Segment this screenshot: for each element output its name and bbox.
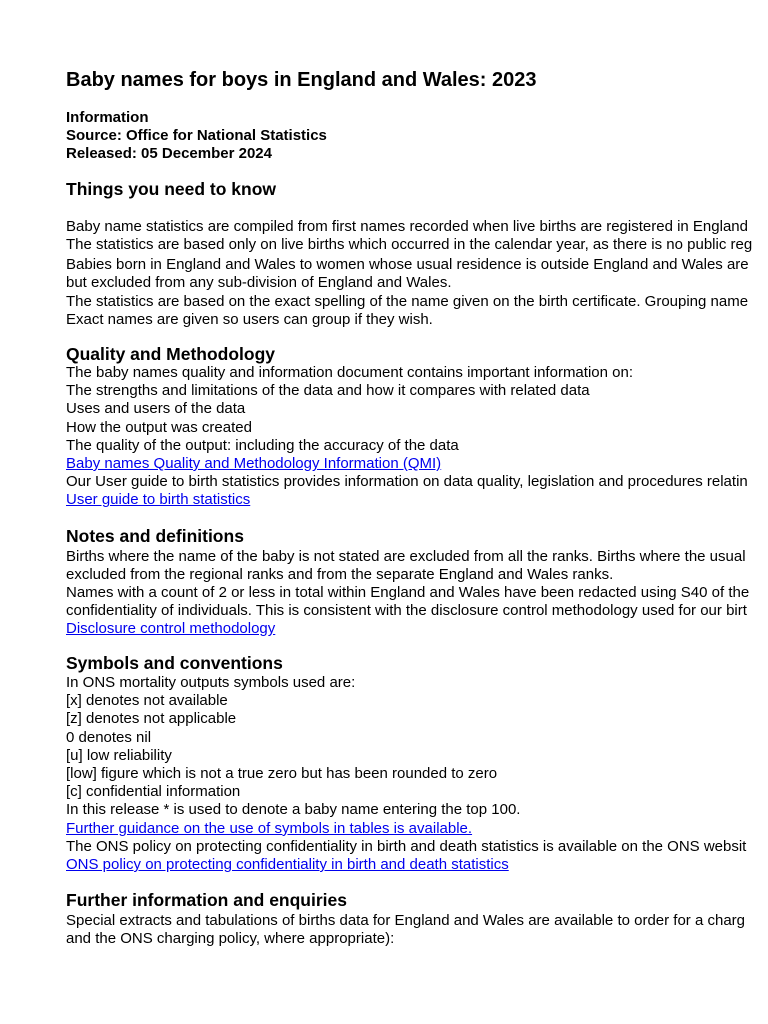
- symbols-body: [66, 674, 746, 874]
- paragraph-line: Names with a count of 2 or less in total within England and Wales have been redacted using S40 of the: [66, 584, 750, 601]
- symbol-item: [u] low reliability: [66, 746, 172, 764]
- need-to-know-body: [66, 218, 752, 254]
- section-further-info: [66, 889, 347, 911]
- paragraph-line: Uses and users of the data: [66, 400, 246, 418]
- paragraph-line: How the output was created: [66, 418, 252, 436]
- paragraph-line: The statistics are based on the exact spelling of the name given on the birth certificate. Grouping name: [66, 293, 749, 310]
- symbol-item: [low] figure which is not a true zero but has been rounded to zero: [66, 765, 498, 783]
- disclosure-control-link[interactable]: Disclosure control methodology: [66, 620, 276, 638]
- paragraph-line: Our User guide to birth statistics provides information on data quality, legislation and procedures relatin: [66, 473, 748, 491]
- paragraph-line: The strengths and limitations of the data and how it compares with related data: [66, 382, 590, 400]
- paragraph-line: The ONS policy on protecting confidentiality in birth and death statistics is available on the ONS websit: [66, 837, 747, 855]
- paragraph-line: but excluded from any sub-division of England and Wales.: [66, 274, 452, 292]
- paragraph-line: Births where the name of the baby is not stated are excluded from all the ranks. Births where the usual: [66, 548, 746, 565]
- user-guide-link[interactable]: User guide to birth statistics: [66, 491, 251, 509]
- page-title: Baby names for boys in England and Wales: 2023: [66, 69, 537, 91]
- symbol-item: 0 denotes nil: [66, 728, 152, 746]
- need-to-know-body-3: [66, 293, 748, 329]
- paragraph-line: excluded from the regional ranks and from the separate England and Wales ranks.: [66, 566, 614, 584]
- info-released: Released: 05 December 2024: [66, 145, 272, 163]
- notes-body: [66, 548, 746, 584]
- symbol-item: [z] denotes not applicable: [66, 710, 237, 728]
- section-notes: [66, 525, 244, 547]
- section-need-to-know: [66, 178, 276, 200]
- paragraph-line: The statistics are based only on live births which occurred in the calendar year, as there is no public reg: [66, 236, 753, 254]
- paragraph-line: Exact names are given so users can group if they wish.: [66, 311, 433, 329]
- confidentiality-policy-link[interactable]: ONS policy on protecting confidentiality in birth and death statistics: [66, 856, 509, 874]
- section-quality: [66, 343, 275, 365]
- section-heading-further-info: Further information and enquiries: [66, 890, 347, 910]
- info-block: [66, 109, 327, 164]
- section-heading-quality: Quality and Methodology: [66, 344, 276, 364]
- paragraph-line: The quality of the output: including the accuracy of the data: [66, 436, 459, 454]
- section-symbols: [66, 652, 283, 674]
- symbols-guidance-link[interactable]: Further guidance on the use of symbols in tables is available.: [66, 819, 473, 837]
- paragraph-line: In this release * is used to denote a baby name entering the top 100.: [66, 801, 521, 819]
- paragraph-line: In ONS mortality outputs symbols used are:: [66, 674, 356, 691]
- info-source: Source: Office for National Statistics: [66, 127, 327, 145]
- paragraph-line: and the ONS charging policy, where appropriate):: [66, 930, 395, 948]
- quality-body: [66, 364, 748, 510]
- symbol-item: [c] confidential information: [66, 783, 241, 801]
- section-heading-symbols: Symbols and conventions: [66, 653, 283, 673]
- symbol-item: [x] denotes not available: [66, 692, 228, 710]
- paragraph-line: Baby name statistics are compiled from first names recorded when live births are registered in England: [66, 218, 748, 235]
- paragraph-line: The baby names quality and information document contains important information on:: [66, 364, 633, 381]
- section-heading-need-to-know: Things you need to know: [66, 179, 276, 199]
- paragraph-line: Babies born in England and Wales to women whose usual residence is outside England and Wales are: [66, 256, 749, 273]
- notes-body-2: [66, 584, 749, 639]
- paragraph-line: confidentiality of individuals. This is consistent with the disclosure control methodology used for our birt: [66, 602, 747, 620]
- info-label: Information: [66, 109, 149, 126]
- need-to-know-body-2: [66, 256, 749, 292]
- qmi-link[interactable]: Baby names Quality and Methodology Information (QMI): [66, 455, 442, 473]
- paragraph-line: Special extracts and tabulations of births data for England and Wales are available to order for a charg: [66, 912, 746, 929]
- section-heading-notes: Notes and definitions: [66, 526, 244, 546]
- further-info-body: [66, 912, 745, 948]
- document-page: [66, 0, 768, 1024]
